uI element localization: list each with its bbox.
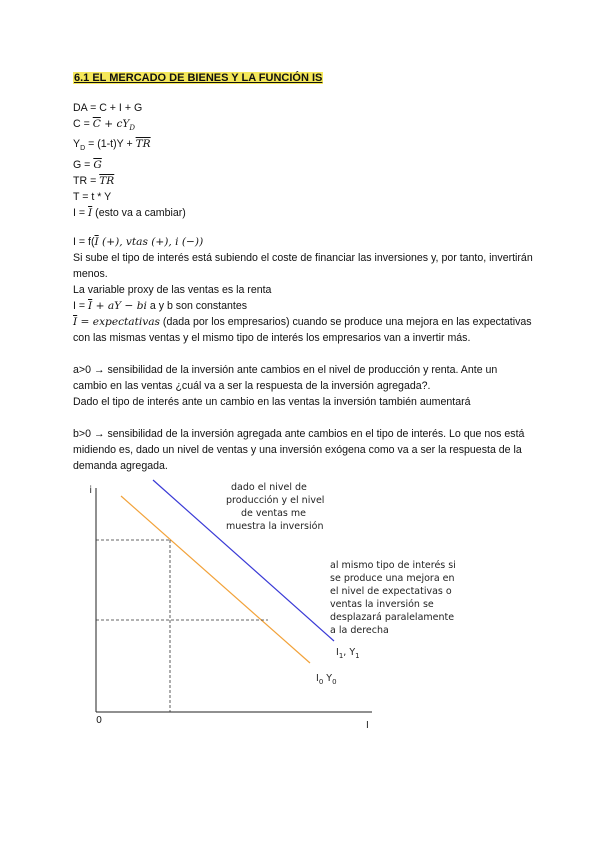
eq-i-left: I =	[73, 207, 89, 220]
eq-c-sub: D	[129, 124, 136, 133]
p4-bar: $\overline{I}$	[73, 316, 78, 328]
fn-bar: $\overline{I}$	[94, 236, 99, 248]
paragraph-6: Dado el tipo de interés ante un cambio en las ventas la inversión también aumentará	[73, 396, 471, 408]
eq-g-bar: $\overline{G}$	[93, 159, 102, 172]
top-note-line: producción y el nivel	[226, 495, 325, 506]
p3-mid: + aY − bi	[92, 300, 147, 312]
section-heading: 6.1 EL MERCADO DE BIENES Y LA FUNCIÓN IS	[74, 72, 323, 84]
top-note-line: muestra la inversión	[226, 521, 324, 532]
x-axis-label: I	[366, 720, 369, 731]
eq-tr-bar: $\overline{TR}$	[99, 175, 115, 188]
right-note-line: a la derecha	[330, 625, 389, 636]
eq-yd-left: Y	[73, 138, 81, 151]
eq-yd-sub: D	[80, 145, 86, 153]
top-note-line: de ventas me	[241, 508, 306, 519]
eq-g-left: G =	[73, 159, 94, 172]
fn-rest: (+), vtas (+), i (−))	[98, 236, 204, 248]
top-annotation	[226, 482, 324, 532]
p3-left: I =	[73, 300, 89, 312]
eq-i-right: (esto va a cambiar)	[92, 207, 186, 220]
paragraph-5: a>0 → sensibilidad de la inversión ante cambios en el nivel de producción y renta. Ante un cambio en las ventas ¿cuál va a ser la respuesta de la inversión agregada?.	[73, 364, 498, 392]
fn-left: I = f(	[73, 236, 95, 248]
series-label-i1y1: $I_1$, $Y_1$	[336, 647, 360, 660]
right-annotation	[330, 560, 456, 636]
paragraph-7: b>0 → sensibilidad de la inversión agregada ante cambios en el tipo de interés. Lo que nos está midiendo es, dado un nivel de ventas y una inversión exógena como va a ser la respuesta de la demanda agregada.	[73, 428, 525, 472]
series-label-i0y0: $I_0$ $Y_0$	[316, 673, 337, 686]
right-note-line: se produce una mejora en	[330, 573, 455, 584]
eq-yd-mid: = (1-t)Y +	[85, 138, 136, 151]
eq-yd-bar: $\overline{TR}$	[135, 138, 151, 151]
right-note-line: el nivel de expectativas o	[330, 586, 452, 597]
eq-tr-left: TR =	[73, 175, 100, 188]
p4-math: = expectativas	[77, 316, 160, 328]
right-note-line: al mismo tipo de interés si	[330, 560, 456, 571]
top-note-line: dado el nivel de	[231, 482, 307, 493]
eq-c-left: C =	[73, 118, 93, 130]
p3-right: a y b son constantes	[146, 300, 248, 312]
paragraph-2: La variable proxy de las ventas es la renta	[73, 284, 272, 296]
p3-bar: $\overline{I}$	[88, 300, 93, 312]
equation-da: DA = C + I + G	[73, 102, 143, 114]
y-axis-label: i	[89, 485, 92, 496]
equation-t: T = t * Y	[73, 191, 112, 204]
eq-c-bar: $\overline{C}$	[92, 118, 101, 130]
origin-label: 0	[96, 715, 103, 726]
right-note-line: desplazará paralelamente	[330, 612, 455, 623]
p4-text: (dada por los empresarios) cuando se produce una mejora en las expectativas con las mismas ventas y el mismo tipo de interés los empresarios van a invertir más.	[73, 316, 532, 344]
paragraph-1: Si sube el tipo de interés está subiendo el coste de financiar las inversiones y, por tanto, invertirán menos.	[73, 252, 533, 280]
right-note-line: ventas la inversión se	[330, 599, 434, 610]
eq-c-right: + cY	[100, 118, 130, 130]
eq-i-bar: $\overline{I}$	[88, 207, 93, 220]
